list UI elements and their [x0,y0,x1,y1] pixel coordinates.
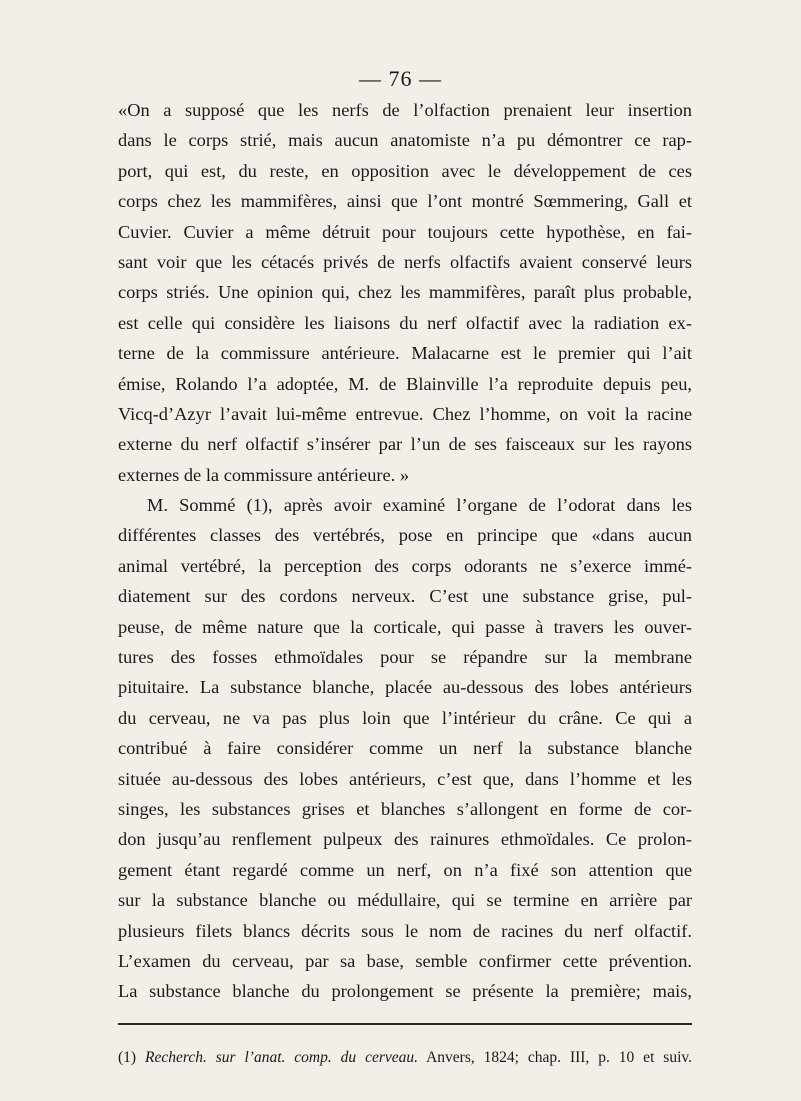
footnote-rule [118,1023,692,1025]
text-line: Cuvier. Cuvier a même détruit pour toujours cette hypothèse, en fai- [118,221,692,242]
text-line: L’examen du cerveau, par sa base, semble confirmer cette prévention. [118,950,692,971]
text-line: Vicq-d’Azyr l’avait lui-même entrevue. Chez l’homme, on voit la racine [118,403,692,424]
text-line: émise, Rolando l’a adoptée, M. de Blainville l’a reproduite depuis peu, [118,373,692,394]
footnote-marker: (1) [118,1049,137,1066]
text-line: peuse, de même nature que la corticale, qui passe à travers les ouver- [118,616,692,637]
text-line: sant voir que les cétacés privés de nerfs olfactifs avaient conservé leurs [118,251,692,272]
text-line: contribué à faire considérer comme un nerf la substance blanche [118,738,692,759]
text-line: tures des fosses ethmoïdales pour se répandre sur la membrane [118,647,692,668]
text-line: diatement sur des cordons nerveux. C’est une substance grise, pul- [118,586,692,607]
text-line: «On a supposé que les nerfs de l’olfaction prenaient leur insertion [118,100,692,120]
text-line: située au-dessous des lobes antérieurs, c’est que, dans l’homme et les [118,768,692,789]
text-line: externes de la commissure antérieure. » [118,464,410,485]
text-line: corps striés. Une opinion qui, chez les mammifères, paraît plus probable, [118,282,692,303]
text-line: terne de la commissure antérieure. Malacarne est le premier qui l’ait [118,343,692,364]
text-line: La substance blanche du prolongement se présente la première; mais, [118,981,692,1002]
text-line: M. Sommé (1), après avoir examiné l’organe de l’odorat dans les [147,495,692,516]
text-line: animal vertébré, la perception des corps odorants ne s’exerce immé- [118,555,692,576]
text-line: dans le corps strié, mais aucun anatomiste n’a pu démontrer ce rap- [118,130,692,151]
text-line: différentes classes des vertébrés, pose en principe que «dans aucun [118,525,692,546]
text-line: externe du nerf olfactif s’insérer par l’un de ses faisceaux sur les rayons [118,434,692,455]
text-line: plusieurs filets blancs décrits sous le nom de racines du nerf olfactif. [118,920,692,941]
text-line: du cerveau, ne va pas plus loin que l’intérieur du crâne. Ce qui a [118,707,692,728]
text-line: corps chez les mammifères, ainsi que l’ont montré Sœmmering, Gall et [118,191,692,212]
text-line: sur la substance blanche ou médullaire, qui se termine en arrière par [118,890,692,911]
footnote [118,1048,692,1068]
text-line: don jusqu’au renflement pulpeux des rainures ethmoïdales. Ce prolon- [118,829,692,850]
body-text [118,95,692,1007]
page-number: — 76 — [359,66,442,91]
text-line: singes, les substances grises et blanches s’allongent en forme de cor- [118,798,692,819]
text-line: gement étant regardé comme un nerf, on n’a fixé son attention que [118,859,692,880]
text-line: port, qui est, du reste, en opposition avec le développement de ces [118,160,692,181]
text-line: pituitaire. La substance blanche, placée au-dessous des lobes antérieurs [118,677,692,698]
text-line: est celle qui considère les liaisons du nerf olfactif avec la radiation ex- [118,312,692,333]
footnote-title: Recherch. sur l’anat. comp. du cerveau. [145,1049,419,1066]
footnote-reference: Anvers, 1824; chap. III, p. 10 et suiv. [426,1049,692,1066]
